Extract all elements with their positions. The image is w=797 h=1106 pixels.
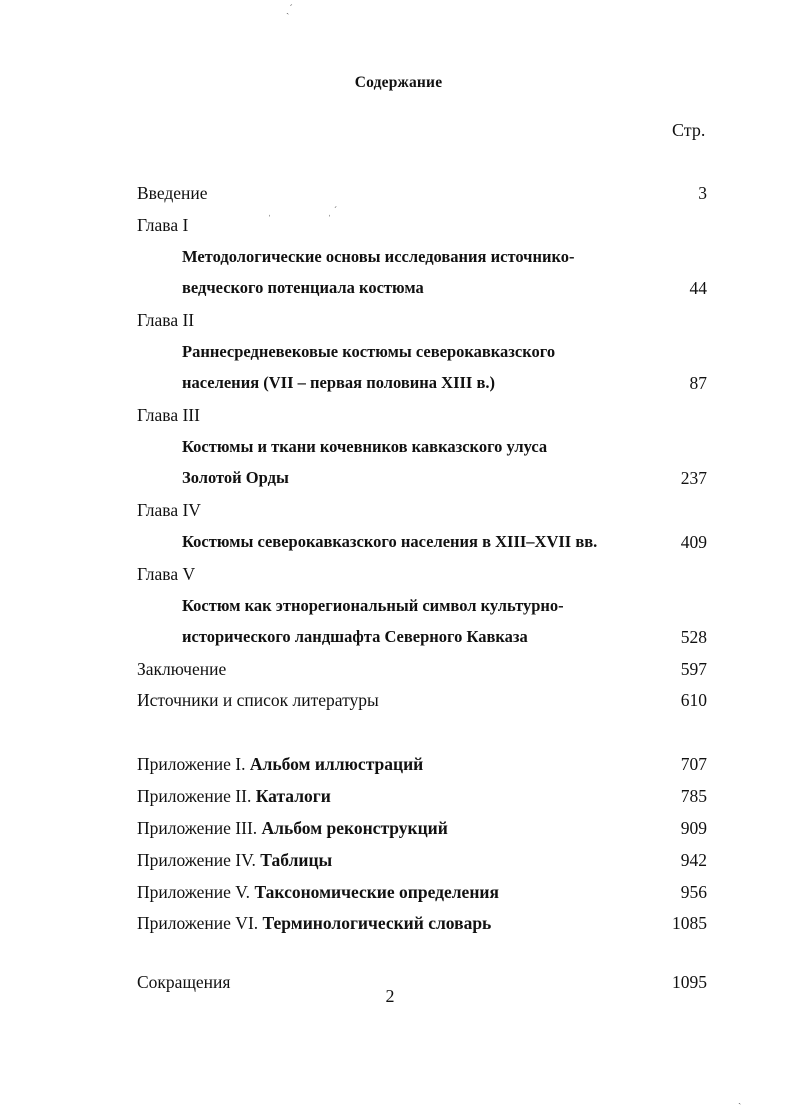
chapter-title-line: Методологические основы исследования источнико- [182,247,575,266]
chapter-label: Глава IV [137,500,201,520]
appendix-prefix: Приложение IV. [137,850,256,870]
entry-label: Заключение [137,659,227,679]
page-title: Содержание [354,74,443,91]
chapter-label: Глава II [137,310,195,330]
chapter-title-line: Костюмы и ткани кочевников кавказского улуса [182,437,548,456]
entry-page: 3 [698,183,707,203]
entry-page: 1095 [672,972,707,992]
appendix-title: Таблицы [260,850,333,870]
entry-page: 44 [689,278,707,298]
entry-page: 1085 [672,913,707,933]
entry-page: 409 [680,532,707,552]
appendix-label [137,753,423,775]
entry-label: Источники и список литературы [137,690,379,710]
chapter-title-line: Золотой Орды [182,468,289,487]
appendix-title: Терминологический словарь [262,913,492,933]
appendix-prefix: Приложение I. [137,754,246,774]
entry-label: Сокращения [137,972,231,992]
chapter-title-line: населения (VII – первая половина XIII в.) [182,373,495,392]
entry-page: 237 [680,468,707,488]
entry-page: 956 [680,882,707,902]
entry-label: Введение [137,183,208,203]
page-number: 2 [385,986,395,1006]
chapter-title-line: Костюм как этнорегиональный символ культурно- [182,596,564,615]
appendix-label [137,881,499,903]
entry-page: 528 [680,627,707,647]
entry-page: 87 [689,373,707,393]
pages-column-header: Стр. [672,120,706,140]
appendix-prefix: Приложение V. [137,882,251,902]
entry-page: 909 [680,818,707,838]
entry-page: 610 [680,690,707,710]
appendix-label [137,912,491,934]
scan-speck: ˎˊ [286,4,293,15]
entry-page: 597 [680,659,707,679]
appendix-label [137,849,332,871]
appendix-prefix: Приложение II. [137,786,252,806]
appendix-title: Каталоги [255,786,331,806]
appendix-prefix: Приложение VI. [137,913,259,933]
entry-page: 707 [680,754,707,774]
chapter-label: Глава V [137,564,196,584]
appendix-label [137,785,331,807]
chapter-title-line: Раннесредневековые костюмы северокавказского [182,342,556,361]
appendix-title: Альбом реконструкций [261,818,448,838]
chapter-title-line: исторического ландшафта Северного Кавказа [182,627,528,646]
chapter-title-line: Костюмы северокавказского населения в XIII–XVII вв. [182,532,598,551]
appendix-prefix: Приложение III. [137,818,258,838]
appendix-label [137,817,448,839]
scan-speck: ˏ [738,1094,742,1105]
entry-page: 942 [680,850,707,870]
scan-speck: ˌ ˊ [328,206,338,217]
entry-page: 785 [680,786,707,806]
appendix-title: Таксономические определения [254,882,499,902]
scan-speck: ˌ [268,206,272,217]
appendix-title: Альбом иллюстраций [249,754,424,774]
chapter-title-line: ведческого потенциала костюма [182,278,424,297]
chapter-label: Глава III [137,405,200,425]
chapter-label: Глава I [137,215,189,235]
